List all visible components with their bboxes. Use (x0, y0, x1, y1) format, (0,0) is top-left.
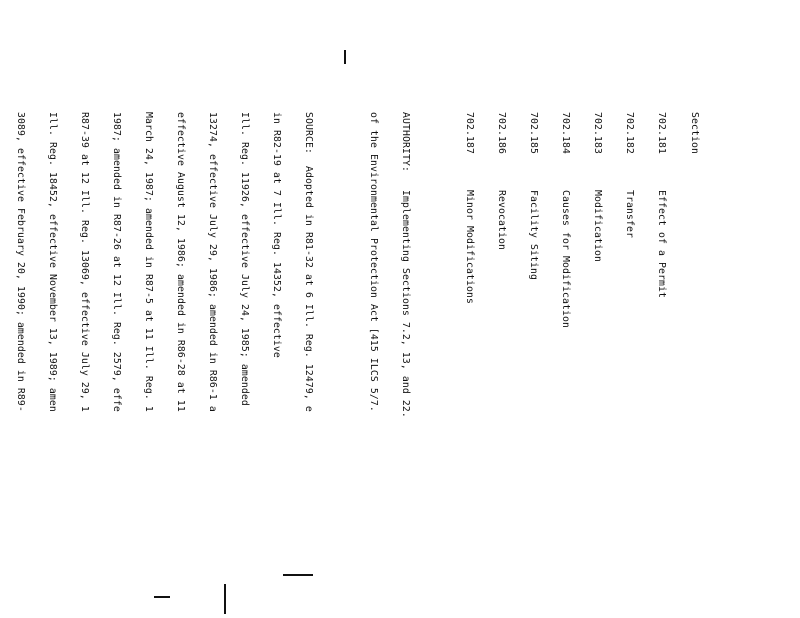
toc-entry: 702.183 Modification (592, 112, 604, 262)
authority-line: AUTHORITY: Implementing Sections 7.2, 13, and 22. (399, 112, 411, 418)
toc-entry: 702.184 Causes for Modification (560, 112, 572, 328)
source-line: effective August 12, 1986; amended in R86-28 at 11 (175, 112, 187, 412)
toc-entry: 702.181 Effect of a Permit (656, 112, 668, 298)
toc-entry: 702.182 Transfer (624, 112, 636, 238)
source-line: Ill. Reg. 18452, effective November 13, 1989; amen (46, 112, 58, 412)
source-line: 3089, effective February 20, 1990; amended in R89- (14, 112, 26, 412)
source-line: in R82-19 at 7 Ill. Reg. 14352, effective (271, 112, 283, 358)
source-line: March 24, 1987; amended in R87-5 at 11 Ill. Reg. 1 (143, 112, 154, 412)
revision-mark (224, 584, 226, 614)
revision-mark (283, 574, 313, 576)
document-body (0, 112, 720, 618)
blank-line (431, 112, 442, 618)
authority-line: of the Environmental Protection Act [415 ILCS 5/7. (367, 112, 379, 412)
source-line: SOURCE: Adopted in R81-32 at 6 Ill. Reg. 12479, e (303, 112, 315, 412)
revision-mark (154, 596, 170, 598)
source-line: 1987; amended in R87-26 at 12 Ill. Reg. 2579, effe (110, 112, 122, 412)
toc-entry: 702.186 Revocation (496, 112, 508, 250)
toc-entry: 702.187 Minor Modifications (463, 112, 475, 304)
header-dash-mark (344, 50, 346, 64)
source-line: R87-39 at 12 Ill. Reg. 13069, effective July 29, 1 (78, 112, 90, 412)
section-heading: Section (688, 112, 700, 154)
source-line: Ill. Reg. 11926, effective July 24, 1985; amended (239, 112, 251, 406)
blank-line (335, 112, 346, 618)
source-line: 13274, effective July 29, 1986; amended in R86-1 a (207, 112, 219, 412)
toc-entry: 702.185 Facility Siting (528, 112, 540, 280)
